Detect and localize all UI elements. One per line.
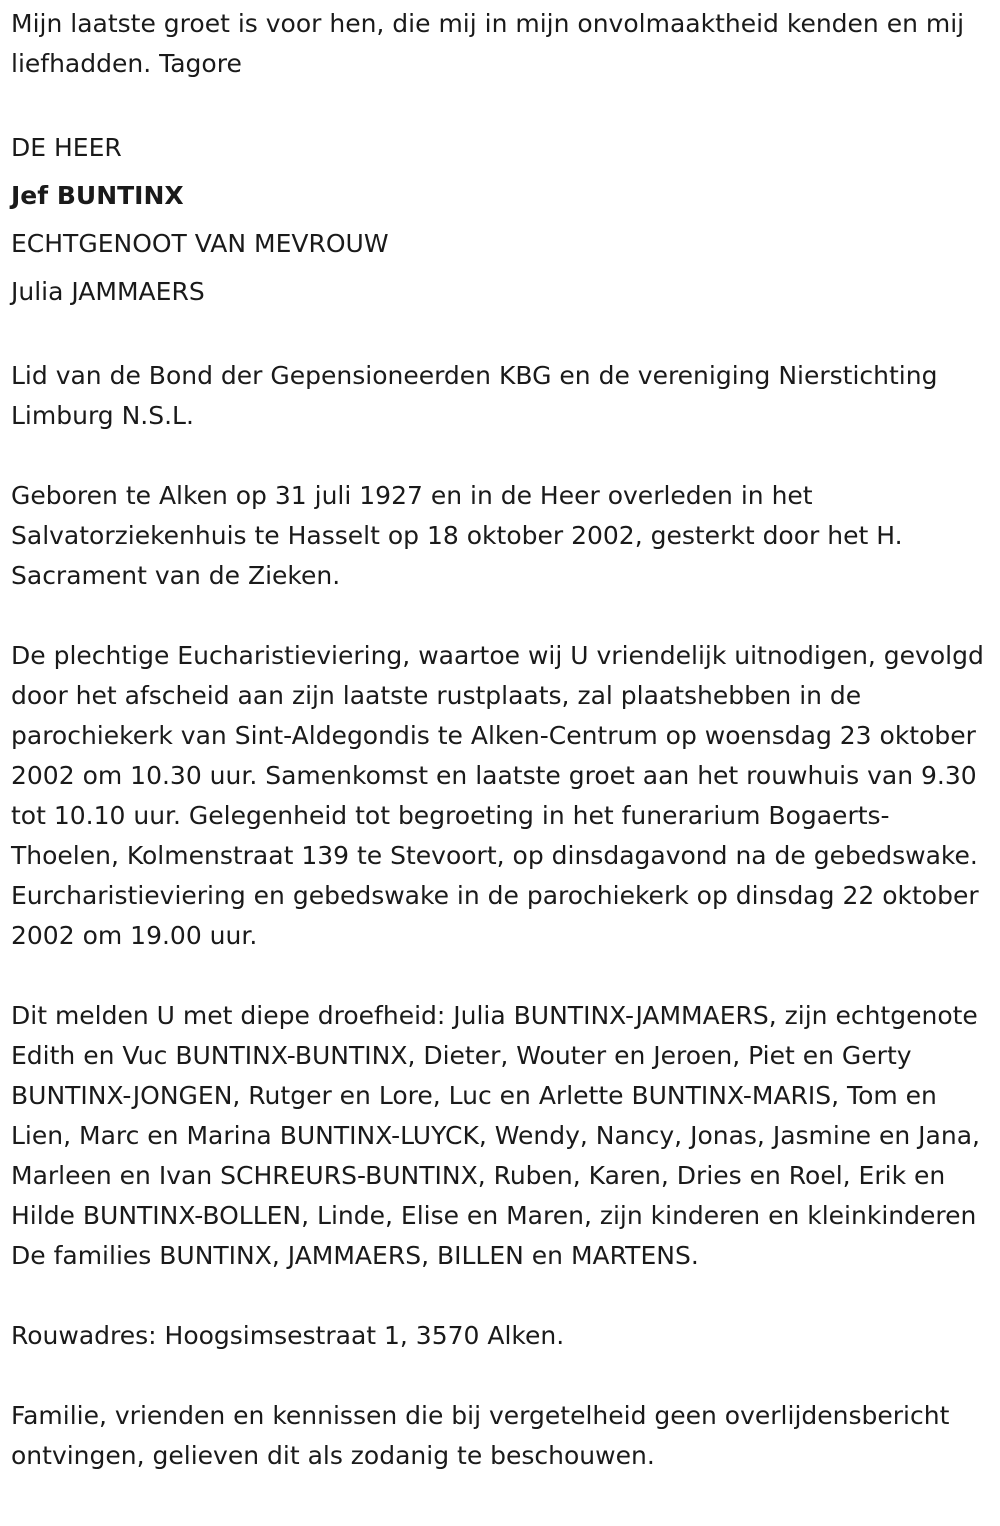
family-paragraph: Dit melden U met diepe droefheid: Julia BUNTINX-JAMMAERS, zijn echtgenote Edith en Vuc BUNTINX-BUNTINX, Dieter, Wouter en Jeroen, Piet en Gerty BUNTINX-JONGEN, Rutger en Lore, Luc en Arlette BUNTINX-MARIS, Tom en Lien, Marc en Marina BUNTINX-LUYCK, Wendy, Nancy, Jonas, Jasmine en Jana, Marleen en Ivan SCHREURS-BUNTINX, Ruben, Karen, Dries en Roel, Erik en Hilde BUNTINX-BOLLEN, Linde, Elise en Maren, zijn kinderen en kleinkinderen De families BUNTINX, JAMMAERS, BILLEN en MARTENS. xyxy=(11,1001,980,1270)
spacer xyxy=(11,316,990,356)
address-paragraph: Rouwadres: Hoogsimsestraat 1, 3570 Alken. xyxy=(11,1321,565,1350)
spacer xyxy=(11,1276,990,1316)
deceased-header xyxy=(11,124,990,316)
spouse-name: Julia JAMMAERS xyxy=(11,277,205,306)
spacer xyxy=(11,436,990,476)
title-prefix: DE HEER xyxy=(11,133,122,162)
relation-line: ECHTGENOOT VAN MEVROUW xyxy=(11,229,389,258)
spacer xyxy=(11,84,990,124)
ceremony-paragraph: De plechtige Eucharistieviering, waartoe wij U vriendelijk uitnodigen, gevolgd door het afscheid aan zijn laatste rustplaats, zal plaatshebben in de parochiekerk van Sint-Aldegondis te Alken-Centrum op woensdag 23 oktober 2002 om 10.30 uur. Samenkomst en laatste groet aan het rouwhuis van 9.30 tot 10.10 uur. Gelegenheid tot begroeting in het funerarium Bogaerts-Thoelen, Kolmenstraat 139 te Stevoort, op dinsdagavond na de gebedswake. Eurcharistieviering en gebedswake in de parochiekerk op dinsdag 22 oktober 2002 om 19.00 uur. xyxy=(11,641,984,950)
spacer xyxy=(11,956,990,996)
membership-paragraph: Lid van de Bond der Gepensioneerden KBG en de vereniging Nierstichting Limburg N.S.L. xyxy=(11,361,938,430)
spacer xyxy=(11,1356,990,1396)
spacer xyxy=(11,596,990,636)
deceased-name: Jef BUNTINX xyxy=(11,181,184,210)
birth-death-paragraph: Geboren te Alken op 31 juli 1927 en in de Heer overleden in het Salvatorziekenhuis te Hasselt op 18 oktober 2002, gesterkt door het H. Sacrament van de Zieken. xyxy=(11,481,903,590)
closing-paragraph: Familie, vrienden en kennissen die bij vergetelheid geen overlijdensbericht ontvingen, gelieven dit als zodanig te beschouwen. xyxy=(11,1401,950,1470)
opening-quote: Mijn laatste groet is voor hen, die mij in mijn onvolmaaktheid kenden en mij liefhadden. Tagore xyxy=(11,9,965,78)
